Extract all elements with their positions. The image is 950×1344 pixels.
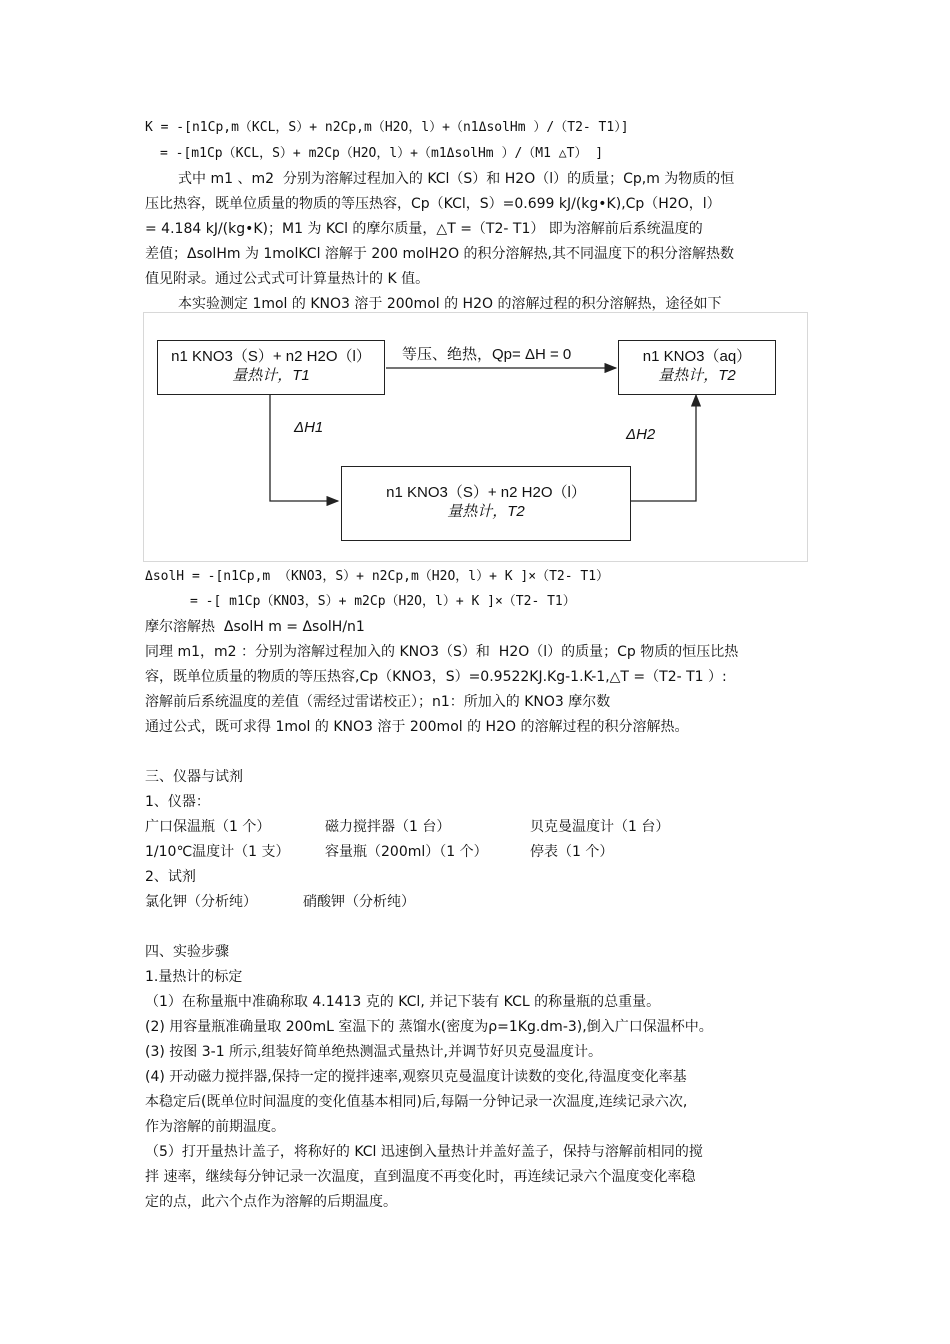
reagents-title: 2、试剂	[145, 869, 196, 885]
step-line: 本稳定后(既单位时间温度的变化值基本相同)后,每隔一分钟记录一次温度,连续记录六次,	[145, 1094, 688, 1110]
box-initial-line2: 量热计，T1	[232, 367, 310, 384]
para3-line: 通过公式，既可求得 1mol 的 KNO3 溶于 200mol 的 H2O 的溶解过程的积分溶解热。	[145, 719, 689, 735]
para3-line: 容，既单位质量的物质的等压热容,Cp（KNO3，S）=0.9522KJ.Kg-1.K-1,△T =（T2- T1 ）:	[145, 669, 727, 685]
para3-line: 溶解前后系统温度的差值（需经过雷诺校正）；n1：所加入的 KNO3 摩尔数	[145, 694, 611, 710]
section4-title: 四、实验步骤	[145, 944, 229, 960]
formula-k-line1: K = -[n1Cp,m（KCL，S）+ n2Cp,m（H2O，l）+（n1ΔsolHm ）/（T2- T1）]	[145, 120, 629, 135]
instrument-item: 贝克曼温度计（1 台）	[530, 819, 670, 835]
box-final-line2: 量热计，T2	[658, 367, 736, 384]
para1-line: 式中 m1 、m2 分别为溶解过程加入的 KCl（S）和 H2O（l）的质量；Cp,m 为物质的恒	[178, 171, 735, 187]
formula-k-line2: = -[m1Cp（KCL，S）+ m2Cp（H2O，l）+（m1ΔsolHm ）/（M1 △T） ]	[160, 146, 604, 161]
step-line: （5）打开量热计盖子，将称好的 KCl 迅速倒入量热计并盖好盖子，保持与溶解前相同的搅	[145, 1144, 703, 1160]
para1-line: = 4.184 kJ/(kg•K)；M1 为 KCl 的摩尔质量，△T =（T2- T1） 即为溶解前后系统温度的	[145, 221, 703, 237]
para2: 本实验测定 1mol 的 KNO3 溶于 200mol 的 H2O 的溶解过程的积分溶解热，途径如下	[178, 296, 722, 312]
step-line: (2) 用容量瓶准确量取 200mL 室温下的 蒸馏水(密度为ρ=1Kg.dm-3),倒入广口保温杯中。	[145, 1019, 713, 1035]
label-isobaric-adiabatic: 等压、绝热，Qp= ΔH = 0	[402, 346, 572, 363]
box-intermediate-state	[341, 466, 631, 541]
label-delta-h2: ΔH2	[626, 426, 656, 443]
para1-line: 值见附录。通过公式式可计算量热计的 K 值。	[145, 271, 430, 287]
section4-subtitle: 1.量热计的标定	[145, 969, 243, 985]
step-line: 作为溶解的前期温度。	[145, 1119, 285, 1135]
box-intermediate-line2: 量热计，T2	[447, 503, 525, 520]
reagent-item: 氯化钾（分析纯）	[145, 894, 257, 910]
box-final-line1: n1 KNO3（aq）	[642, 348, 752, 365]
label-delta-h1: ΔH1	[294, 419, 324, 436]
step-line: 拌 速率，继续每分钟记录一次温度，直到温度不再变化时，再连续记录六个温度变化率稳	[145, 1169, 696, 1185]
formula-sol-line2: = -[ m1Cp（KNO3，S）+ m2Cp（H2O，l）+ K ]×（T2- T1）	[190, 594, 576, 609]
para3-line: 同理 m1，m2 ：分别为溶解过程加入的 KNO3（S）和 H2O（l）的质量；Cp 物质的恒压比热	[145, 644, 739, 660]
box-final-state	[618, 340, 776, 395]
box-intermediate-line1: n1 KNO3（S）+ n2 H2O（l）	[386, 484, 586, 501]
instrument-item: 停表（1 个）	[530, 844, 614, 860]
box-initial-line1: n1 KNO3（S）+ n2 H2O（l）	[171, 348, 371, 365]
dissolution-path-diagram	[143, 312, 808, 562]
box-initial-state	[157, 340, 385, 395]
instruments-title: 1、仪器：	[145, 794, 210, 810]
formula-sol-line3: 摩尔溶解热 ΔsolH m = ΔsolH/n1	[145, 619, 365, 635]
instrument-item: 容量瓶（200ml）（1 个）	[325, 844, 488, 860]
instrument-item: 磁力搅拌器（1 台）	[325, 819, 451, 835]
formula-sol-line1: ΔsolH = -[n1Cp,m （KNO3，S）+ n2Cp,m（H2O，l）+ K ]×（T2- T1）	[145, 569, 610, 584]
step-line: 定的点，此六个点作为溶解的后期温度。	[145, 1194, 397, 1210]
para1-line: 压比热容，既单位质量的物质的等压热容，Cp（KCl，S）=0.699 kJ/(kg•K),Cp（H2O，l）	[145, 196, 721, 212]
arrow-right	[631, 395, 696, 501]
reagent-item: 硝酸钾（分析纯）	[303, 894, 415, 910]
step-line: （1）在称量瓶中准确称取 4.1413 克的 KCl, 并记下装有 KCL 的称量瓶的总重量。	[145, 994, 661, 1010]
step-line: (3) 按图 3-1 所示,组装好简单绝热测温式量热计,并调节好贝克曼温度计。	[145, 1044, 602, 1060]
section3-title: 三、仪器与试剂	[145, 769, 243, 785]
step-line: (4) 开动磁力搅拌器,保持一定的搅拌速率,观察贝克曼温度计读数的变化,待温度变化率基	[145, 1069, 687, 1085]
para1-line: 差值；ΔsolHm 为 1molKCl 溶解于 200 molH2O 的积分溶解热,其不同温度下的积分溶解热数	[145, 246, 734, 262]
instrument-item: 广口保温瓶（1 个）	[145, 819, 271, 835]
arrow-left	[270, 395, 338, 501]
instrument-item: 1/10℃温度计（1 支）	[145, 844, 290, 860]
